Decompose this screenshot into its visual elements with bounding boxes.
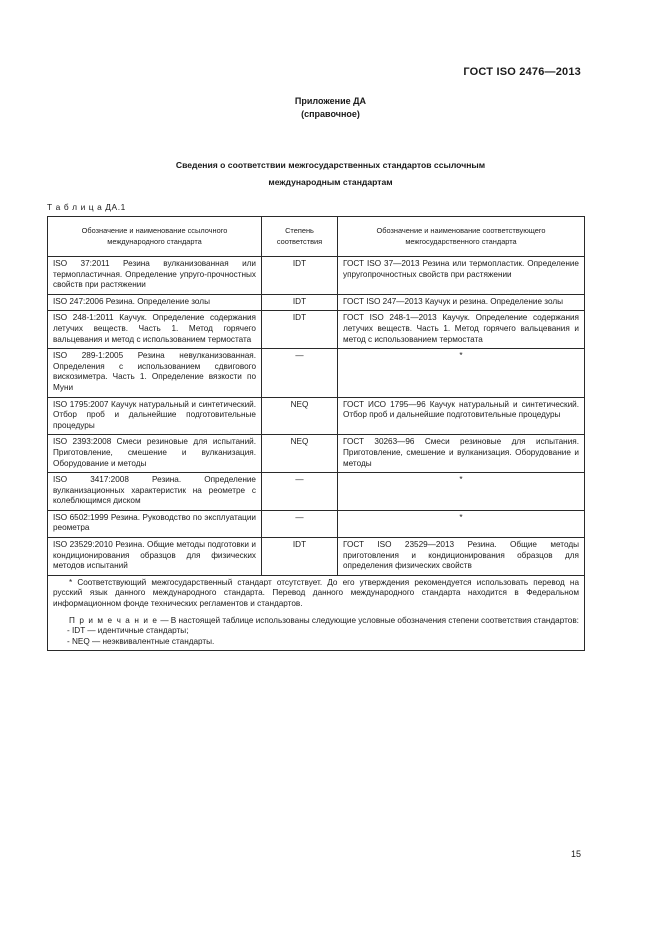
appendix-subtitle: (справочное) xyxy=(301,109,360,119)
cell-degree: NEQ xyxy=(262,397,338,435)
cell-international-standard: ISO 247:2006 Резина. Определение золы xyxy=(48,294,262,311)
section-heading-line-1: Сведения о соответствии межгосударственных стандартов ссылочным xyxy=(175,160,486,170)
cell-international-standard: ISO 248-1:2011 Каучук. Определение содержания летучих веществ. Часть 1. Метод горячего вальцевания и метод с использованием термостата xyxy=(48,311,262,349)
table-row xyxy=(48,510,585,537)
cell-international-standard: ISO 6502:1999 Резина. Руководство по эксплуатации реометра xyxy=(48,510,262,537)
cell-degree: — xyxy=(262,473,338,511)
table-row xyxy=(48,538,585,576)
table-header-row xyxy=(48,217,585,257)
cell-degree: — xyxy=(262,510,338,537)
cell-interstate-standard: ГОСТ 30263—96 Смеси резиновые для испытания. Приготовление, смешение и вулканизация. Оборудование и методы xyxy=(338,435,585,473)
cell-degree: NEQ xyxy=(262,435,338,473)
table-note xyxy=(53,616,579,627)
cell-degree: IDT xyxy=(262,538,338,576)
cell-interstate-standard: ГОСТ ISO 37—2013 Резина или термопластик. Определение упругопрочностных свойств при растяжении xyxy=(338,257,585,295)
cell-interstate-standard: * xyxy=(338,473,585,511)
note-text: — В настоящей таблице использованы следующие условные обозначения степени соответствия стандартов: xyxy=(158,615,579,625)
header-degree-of-correspondence: Степень соответствия xyxy=(262,217,338,257)
cell-international-standard: ISO 289-1:2005 Резина невулканизованная. Определения с использованием сдвигового вискозиметра. Часть 1. Определение вязкости по Муни xyxy=(48,349,262,397)
table-caption: Т а б л и ц а ДА.1 xyxy=(47,202,126,212)
cell-interstate-standard: ГОСТ ISO 247—2013 Каучук и резина. Определение золы xyxy=(338,294,585,311)
cell-interstate-standard: * xyxy=(338,349,585,397)
cell-interstate-standard: ГОСТ ISO 248-1—2013 Каучук. Определение содержания летучих веществ. Часть 1. Метод горячего вальцевания и метод с использованием термостата xyxy=(338,311,585,349)
note-label: П р и м е ч а н и е xyxy=(69,615,159,625)
cell-international-standard: ISO 3417:2008 Резина. Определение вулканизационных характеристик на реометре с колеблющимся диском xyxy=(48,473,262,511)
table-row xyxy=(48,473,585,511)
page-number: 15 xyxy=(570,849,581,859)
note-item: - IDT — идентичные стандарты; xyxy=(67,626,189,636)
cell-degree: — xyxy=(262,349,338,397)
cell-interstate-standard: * xyxy=(338,510,585,537)
header-international-standard: Обозначение и наименование ссылочного международного стандарта xyxy=(48,217,262,257)
table-footnote-cell xyxy=(48,575,585,651)
table-row xyxy=(48,294,585,311)
table-row xyxy=(48,349,585,397)
table-footnote-row xyxy=(48,575,585,651)
cell-international-standard: ISO 2393:2008 Смеси резиновые для испытаний. Приготовление, смешение и вулканизация. Оборудование и методы xyxy=(48,435,262,473)
table-row xyxy=(48,311,585,349)
cell-international-standard: ISO 37:2011 Резина вулканизованная или термопластичная. Определение упруго-прочностных свойств при растяжении xyxy=(48,257,262,295)
appendix-title-block xyxy=(0,95,661,121)
cell-degree: IDT xyxy=(262,257,338,295)
cell-international-standard: ISO 23529:2010 Резина. Общие методы подготовки и кондиционирования образцов для физических методов испытаний xyxy=(48,538,262,576)
appendix-title: Приложение ДА xyxy=(294,96,367,106)
standards-correspondence-table xyxy=(47,216,585,651)
table-row xyxy=(48,397,585,435)
table-footnote: * Соответствующий межгосударственный стандарт отсутствует. До его утверждения рекомендуется использовать перевод на русский язык данного международного стандарта. Перевод данного международного стандарта находится в Федеральном информационном фонде технических регламентов и стандартов. xyxy=(53,577,579,609)
cell-interstate-standard: ГОСТ ИСО 1795—96 Каучук натуральный и синтетический. Отбор проб и дальнейшие подготовительные процедуры xyxy=(338,397,585,435)
cell-degree: IDT xyxy=(262,294,338,311)
cell-international-standard: ISO 1795:2007 Каучук натуральный и синтетический. Отбор проб и дальнейшие подготовительные процедуры xyxy=(48,397,262,435)
table-row xyxy=(48,435,585,473)
cell-interstate-standard: ГОСТ ISO 23529—2013 Резина. Общие методы приготовления и кондиционирования образцов для определения физических свойств xyxy=(338,538,585,576)
cell-degree: IDT xyxy=(262,311,338,349)
section-heading-line-2: международным стандартам xyxy=(268,177,393,187)
table-row xyxy=(48,257,585,295)
header-interstate-standard: Обозначение и наименование соответствующего межгосударственного стандарта xyxy=(338,217,585,257)
section-heading xyxy=(0,157,661,191)
document-code: ГОСТ ISO 2476—2013 xyxy=(463,66,581,78)
note-item: - NEQ — неэквивалентные стандарты. xyxy=(67,636,215,646)
